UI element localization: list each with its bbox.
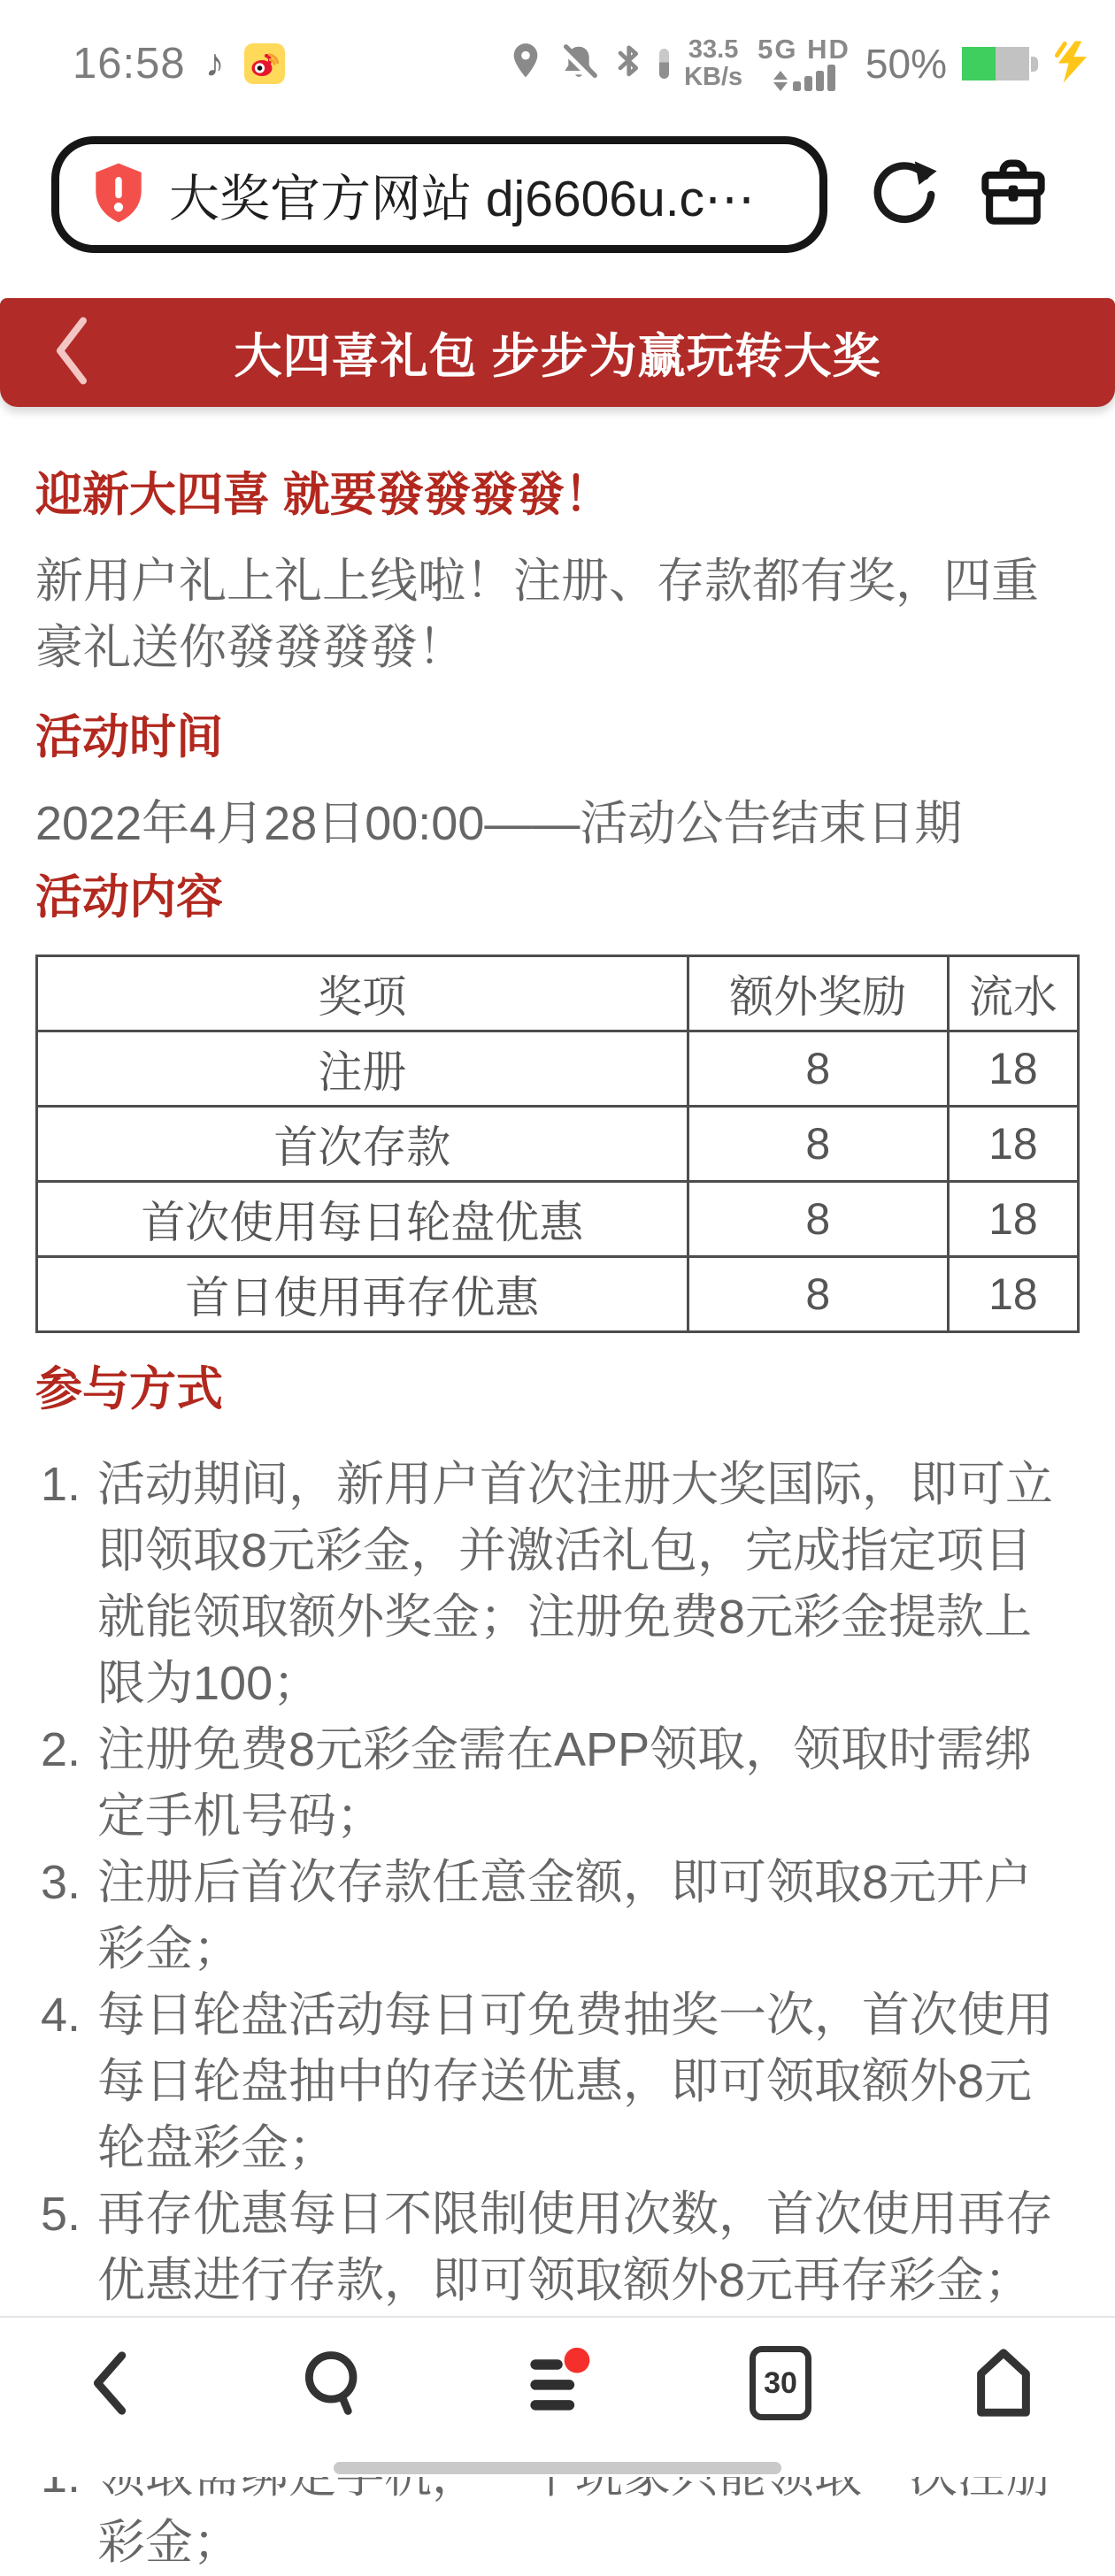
list-item: 1. 活动期间，新用户首次注册大奖国际，即可立即领取8元彩金，并激活礼包，完成指定项目就能领取额外奖金；注册免费8元彩金提款上限为100；: [94, 1452, 1080, 1717]
clock: 16:58: [73, 40, 186, 88]
nav-search-button[interactable]: [246, 2346, 423, 2420]
table-row: [37, 1257, 1079, 1332]
network-speed-unit: KB/s: [684, 63, 743, 91]
list-item: 5. 再存优惠每日不限制使用次数，首次使用再存优惠进行存款，即可领取额外8元再存彩金；: [94, 2181, 1080, 2314]
activity-time-heading: 活动时间: [35, 711, 223, 763]
battery-percent: 50%: [865, 41, 947, 87]
table-row: [37, 1107, 1079, 1182]
cell-bonus: 8: [688, 1031, 948, 1107]
list-item: 3. 注册后首次存款任意金额，即可领取8元开户彩金；: [94, 1850, 1080, 1982]
network-speed: [684, 36, 742, 91]
cell-prize: 首次使用每日轮盘优惠: [37, 1182, 688, 1257]
url-text: 大奖官方网站 dj6606u.c⋯: [169, 171, 756, 227]
cell-bonus: 8: [688, 1257, 948, 1332]
cell-turnover: 18: [948, 1107, 1078, 1182]
sim-signal-pill-icon: [659, 49, 669, 79]
table-header-row: [37, 956, 1079, 1031]
browser-bottom-nav: [0, 2316, 1115, 2477]
nav-menu-button[interactable]: [469, 2344, 646, 2422]
notification-dot: [565, 2348, 590, 2373]
participation-list: [35, 1452, 1080, 2314]
cell-turnover: 18: [948, 1182, 1078, 1257]
signal-bars-icon: [773, 65, 835, 91]
col-header-turnover: 流水: [948, 956, 1078, 1031]
charging-bolt-icon: [1053, 40, 1092, 88]
network-type-label: 5G HD: [757, 34, 850, 65]
network-type: [757, 36, 850, 91]
address-bar[interactable]: [51, 136, 827, 253]
list-item: 2. 注册免费8元彩金需在APP领取，领取时需绑定手机号码；: [94, 1717, 1080, 1850]
security-warning-shield-icon: [91, 161, 146, 229]
weibo-app-icon: [244, 43, 285, 84]
col-header-prize: 奖项: [37, 956, 688, 1031]
col-header-bonus: 额外奖励: [688, 956, 948, 1031]
tab-count-badge: 30: [750, 2346, 811, 2420]
activity-time-text: 2022年4月28日00:00——活动公告结束日期: [35, 797, 963, 850]
intro-heading: 迎新大四喜 就要發發發發！: [35, 469, 611, 521]
cell-turnover: 18: [948, 1031, 1078, 1107]
location-icon: [508, 41, 543, 88]
home-indicator[interactable]: [334, 2462, 781, 2474]
cell-prize: 注册: [37, 1031, 688, 1107]
participation-heading: 参与方式: [35, 1363, 223, 1415]
table-row: [37, 1182, 1079, 1257]
table-row: [37, 1031, 1079, 1107]
cell-prize: 首次存款: [37, 1107, 688, 1182]
music-note-icon: ♪: [204, 42, 225, 85]
status-left: [73, 39, 285, 88]
browser-toolbar: [0, 133, 1115, 257]
cell-prize: 首日使用再存优惠: [37, 1257, 688, 1332]
list-item: 1. 彩金；: [94, 2443, 1080, 2576]
list-item: 4. 每日轮盘活动每日可免费抽奖一次，首次使用每日轮盘抽中的存送优惠，即可领取额外8元轮盘彩金；: [94, 1982, 1080, 2181]
network-speed-value: 33.5: [688, 35, 739, 64]
rewards-table: [35, 954, 1080, 1333]
toolbox-button[interactable]: [973, 154, 1054, 235]
nav-tabs-button[interactable]: [692, 2346, 869, 2420]
status-bar: [0, 0, 1115, 104]
cell-bonus: 8: [688, 1182, 948, 1257]
mute-bell-icon: [558, 41, 599, 88]
cell-turnover: 18: [948, 1257, 1078, 1332]
back-button[interactable]: [51, 315, 92, 390]
nav-back-button[interactable]: [23, 2347, 200, 2419]
intro-text: 新用户礼上礼上线啦！注册、存款都有奖，四重豪礼送你發發發發！: [35, 555, 1039, 674]
page-title: 大四喜礼包 步步为赢玩转大奖: [234, 330, 881, 383]
activity-content-heading: 活动内容: [35, 871, 223, 924]
battery-icon: [962, 47, 1038, 80]
status-right: [508, 36, 1092, 91]
bluetooth-icon: [614, 40, 644, 88]
reload-button[interactable]: [865, 156, 942, 234]
page-header: [0, 298, 1115, 407]
cell-bonus: 8: [688, 1107, 948, 1182]
nav-home-button[interactable]: [915, 2345, 1092, 2421]
